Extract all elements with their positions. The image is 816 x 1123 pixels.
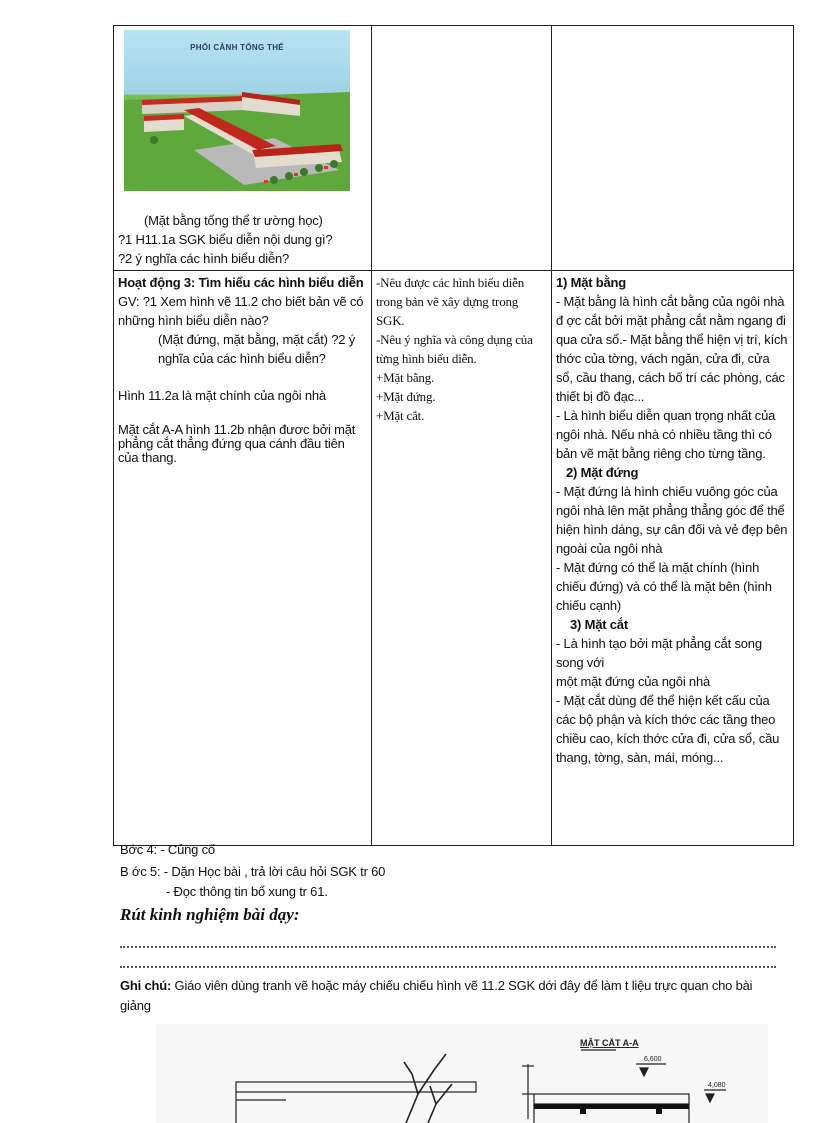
objective-2: -Nêu ý nghĩa và công dụng của từng hình biểu diễn. [376, 332, 533, 366]
cell-activity-3 [114, 271, 372, 846]
teacher-note [120, 976, 780, 1016]
building-drawing-lines [156, 1024, 768, 1123]
step-4: Bớc 4: - Củng cố [120, 842, 215, 857]
section-paragraph-2: một mặt đứng của ngôi nhà [556, 674, 711, 689]
lesson-reflection-heading: Rút kinh nghiệm bài dạy: [120, 905, 300, 924]
heading-elevation: 2) Mặt đứng [566, 465, 639, 480]
elevation-note: Hình 11.2a là mặt chính của ngôi nhà [118, 388, 326, 403]
drawing-title: MẶT CẮT A-A [580, 1038, 639, 1048]
section-note: Mặt cắt A-A hình 11.2b nhận đươc bởi mặt phẳng cắt thẳng đứng qua cánh đầu tiên của thang. [118, 422, 356, 465]
section-paragraph-3: - Mặt cắt dùng để thể hiện kết cấu của các bộ phận và kích thớc các tầng theo chiều cao, kích thớc cửa đi, cửa sổ, cầu thang, tờng, sàn, mái, móng... [556, 693, 780, 765]
lesson-table [113, 25, 794, 846]
objective-1: -Nêu được các hình biểu diễn trong bản vẽ xây dựng trong SGK. [376, 275, 525, 328]
dimension-label: 4,080 [708, 1082, 726, 1089]
dotted-line [120, 966, 776, 968]
note-label: Ghi chú: [120, 978, 172, 993]
section-paragraph-1: - Là hình tạo bởi mặt phẳng cắt song song với [556, 636, 762, 670]
section-drawing [156, 1024, 768, 1123]
dimension-label: 6,600 [644, 1056, 662, 1063]
heading-section: 3) Mặt cắt [570, 617, 628, 632]
school-perspective-image [124, 30, 350, 191]
cell-activity [114, 26, 372, 271]
student-answer: (Mặt đứng, mặt bằng, mặt cắt) ?2 ý nghĩa của các hình biểu diễn? [158, 332, 355, 366]
activity-heading: Hoạt động 3: Tìm hiểu các hình biểu diễn [118, 275, 364, 290]
table-row [114, 271, 794, 846]
step-5: B ớc 5: - Dặn Học bài , trả lời câu hỏi SGK tr 60 [120, 864, 386, 879]
image-title: PHỐI CẢNH TỔNG THỂ [190, 43, 284, 52]
objective-plan: +Mặt bằng. [376, 370, 435, 385]
cell-objectives [372, 271, 552, 846]
gv-question: GV: ?1 Xem hình vẽ 11.2 cho biết bản vẽ có những hình biểu diễn nào? [118, 294, 364, 328]
plan-paragraph-2: - Là hình biểu diễn quan trọng nhất của ngôi nhà. Nếu nhà có nhiều tầng thì có bản vẽ mặt bằng riêng cho từng tầng. [556, 408, 776, 461]
cell-content-empty [372, 26, 552, 271]
objective-elevation: +Mặt đứng. [376, 389, 436, 404]
cell-notes-empty [552, 26, 794, 271]
question-2: ?2 ý nghĩa các hình biểu diễn? [118, 251, 290, 266]
table-row [114, 26, 794, 271]
step-5-reading: - Đọc thông tin bổ xung tr 61. [166, 884, 328, 899]
plan-paragraph-1: - Mặt bằng là hình cắt bằng của ngôi nhà đ ợc cắt bởi mặt phẳng cắt nằm ngang đi qua cửa sổ.- Mặt bằng thể hiện vị trí, kích thớc của tờng, vách ngăn, cửa đi, cửa sổ, cầu thang, cách bố trí các phòng, các thiết bị đồ đạc... [556, 294, 788, 404]
question-1: ?1 H11.1a SGK biểu diễn nội dung gì? [118, 232, 333, 247]
school-buildings-illustration [124, 30, 350, 191]
elevation-paragraph-2: - Mặt đứng có thể là mặt chính (hình chiếu đứng) và có thể là mặt bên (hình chiếu cạnh) [556, 560, 772, 613]
elevation-paragraph-1: - Mặt đứng là hình chiếu vuông góc của ngôi nhà lên mặt phẳng thẳng góc để thể hiện hình dáng, sự cân đối và vẻ đẹp bên ngoài của ngôi nhà [556, 484, 788, 556]
objective-section: +Mặt cắt. [376, 408, 425, 423]
image-caption: (Mặt bằng tổng thể tr ường học) [144, 213, 323, 228]
note-text: Giáo viên dùng tranh vẽ hoặc máy chiếu chiếu hình vẽ 11.2 SGK dới đây để làm t liệu trực quan cho bài giảng [120, 978, 753, 1013]
heading-plan: 1) Mặt bằng [556, 275, 627, 290]
dotted-line [120, 946, 776, 948]
cell-content [552, 271, 794, 846]
